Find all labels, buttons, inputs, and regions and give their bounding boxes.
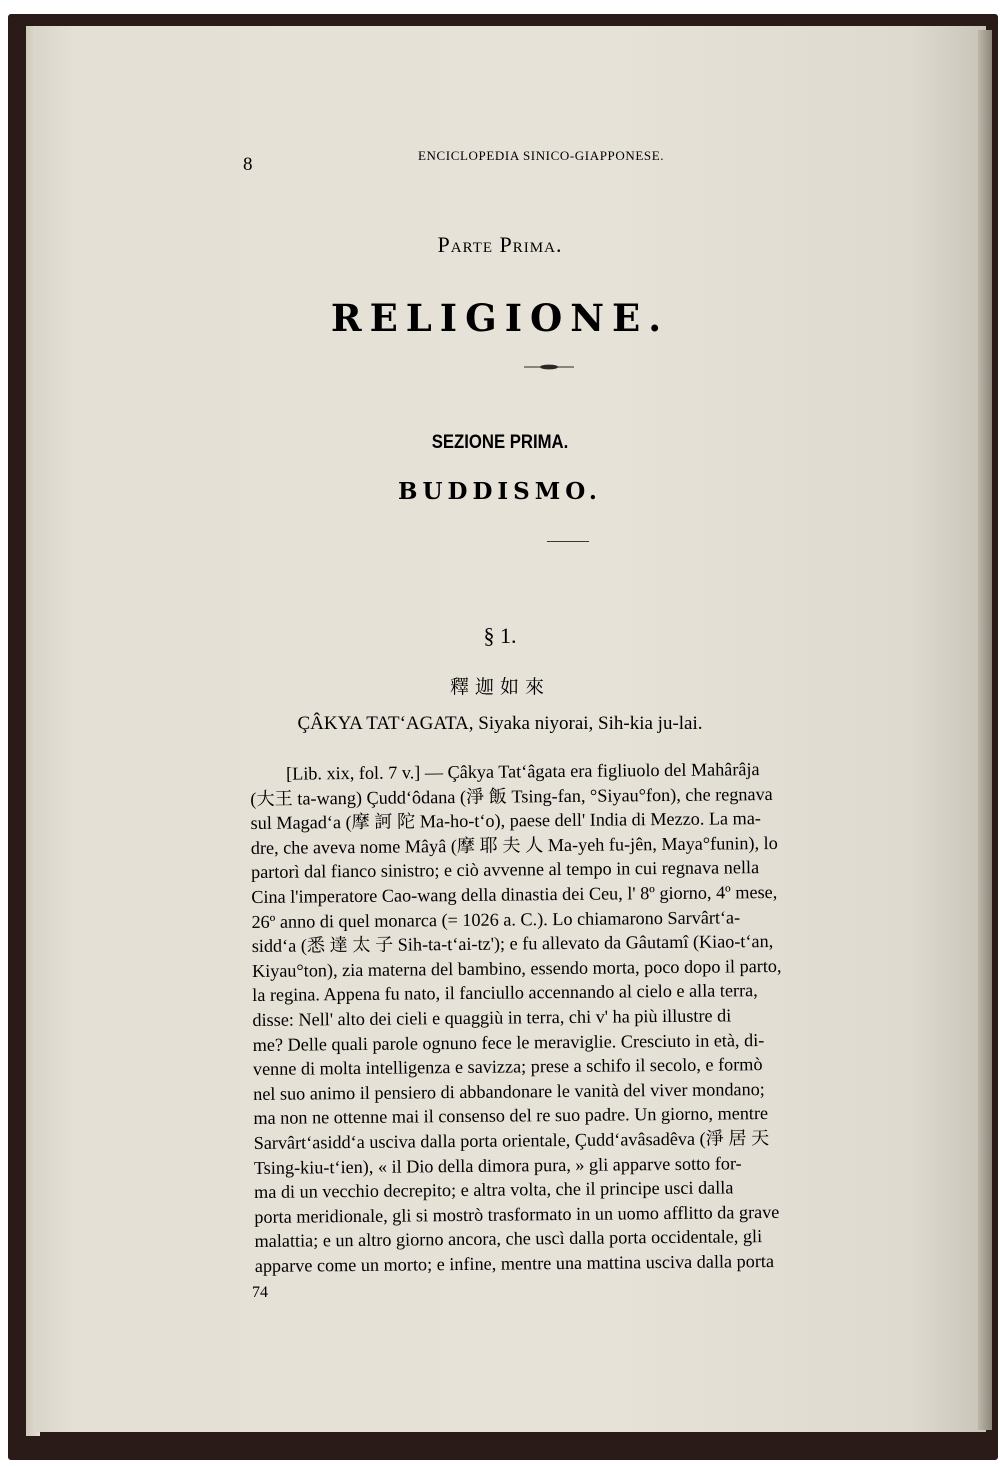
- section-label: SEZIONE PRIMA.: [431, 432, 569, 453]
- body-line: apparve come un morto; e infine, mentre una mattina usciva dalla porta: [254, 1250, 775, 1276]
- body-line: malattia; e un altro giorno ancora, che uscì dalla porta occidentale, gli: [254, 1226, 763, 1252]
- section-rule: [547, 541, 589, 542]
- main-title: RELIGIONE.: [330, 296, 670, 340]
- running-title: ENCICLOPEDIA SINICO-GIAPPONESE.: [418, 148, 665, 163]
- paragraph-mark: § 1.: [483, 623, 517, 648]
- body-line: partorì dal fianco sinistro; e ciò avvenne al tempo in cui regnava nella: [250, 857, 760, 883]
- body-line: (大王 ta-wang) Çuddʻôdana (淨 飯 Tsing-fan, °Siyau°fon), che regnava: [250, 783, 773, 809]
- body-line: siddʻa (悉 達 太 子 Sih-ta-tʻai-tz'); e fu allevato da Gâutamî (Kiao-tʻan,: [251, 931, 774, 957]
- section-title: BUDDISMO.: [398, 478, 602, 505]
- body-line: [Lib. xix, fol. 7 v.] — Çâkya Tatʻâgata era figliuolo del Mahârâja: [286, 759, 760, 784]
- body-line: ma di un vecchio decrepito; e altra volta, che il principe usci dalla: [254, 1177, 734, 1203]
- body-line: dre, che aveva nome Mâyâ (摩 耶 夫 人 Ma-yeh fu-jên, Maya°funin), lo: [250, 832, 778, 858]
- body-line: Tsing-kiu-tʻien), « il Dio della dimora pura, » gli apparve sotto for-: [253, 1152, 742, 1178]
- body-line: sul Magadʻa (摩 訶 陀 Ma-ho-tʻo), paese dell' India di Mezzo. La ma-: [250, 808, 762, 834]
- body-line: Kiyau°ton), zia materna del bambino, essendo morta, poco dopo il parto,: [251, 955, 782, 981]
- entry-chinese-title: 釋迦如來: [449, 676, 550, 698]
- body-line: ma non ne ottenne mai il consenso del re suo padre. Un giorno, mentre: [253, 1103, 769, 1129]
- ornament-divider: [524, 364, 574, 370]
- body-line: me? Delle quali parole ognuno fece le meraviglie. Cresciuto in età, di-: [252, 1029, 765, 1055]
- entry-names: ÇÂKYA TATʻAGATA, Siyaka niyorai, Sih-kia ju-lai.: [297, 713, 703, 734]
- body-line: la regina. Appena fu nato, il fanciullo accennando al cielo e alla terra,: [252, 980, 758, 1006]
- body-line: venne di molta intelligenza e savizza; prese a schifo il secolo, e formò: [252, 1054, 763, 1080]
- body-line: Sarvârtʻasiddʻa usciva dalla porta orientale, Çuddʻavâsadêva (淨 居 天: [253, 1127, 770, 1153]
- part-title: Parte Prima.: [437, 232, 563, 257]
- body-line: 26º anno di quel monarca (= 1026 a. C.). Lo chiamarono Sarvârtʻa-: [251, 906, 741, 932]
- body-text: [250, 756, 871, 1278]
- body-line: nel suo animo il pensiero di abbandonare le vanità del viver mondano;: [253, 1078, 765, 1104]
- page-number: 8: [243, 154, 253, 175]
- body-line: Cina l'imperatore Cao-wang della dinastia dei Ceu, l' 8º giorno, 4º mese,: [251, 881, 778, 907]
- body-line: porta meridionale, gli si mostrò trasformato in un uomo afflitto da grave: [254, 1201, 780, 1227]
- body-line: disse: Nell' alto dei cieli e quaggiù in terra, chi v' ha più illustre di: [252, 1005, 732, 1030]
- signature-mark: 74: [252, 1284, 268, 1301]
